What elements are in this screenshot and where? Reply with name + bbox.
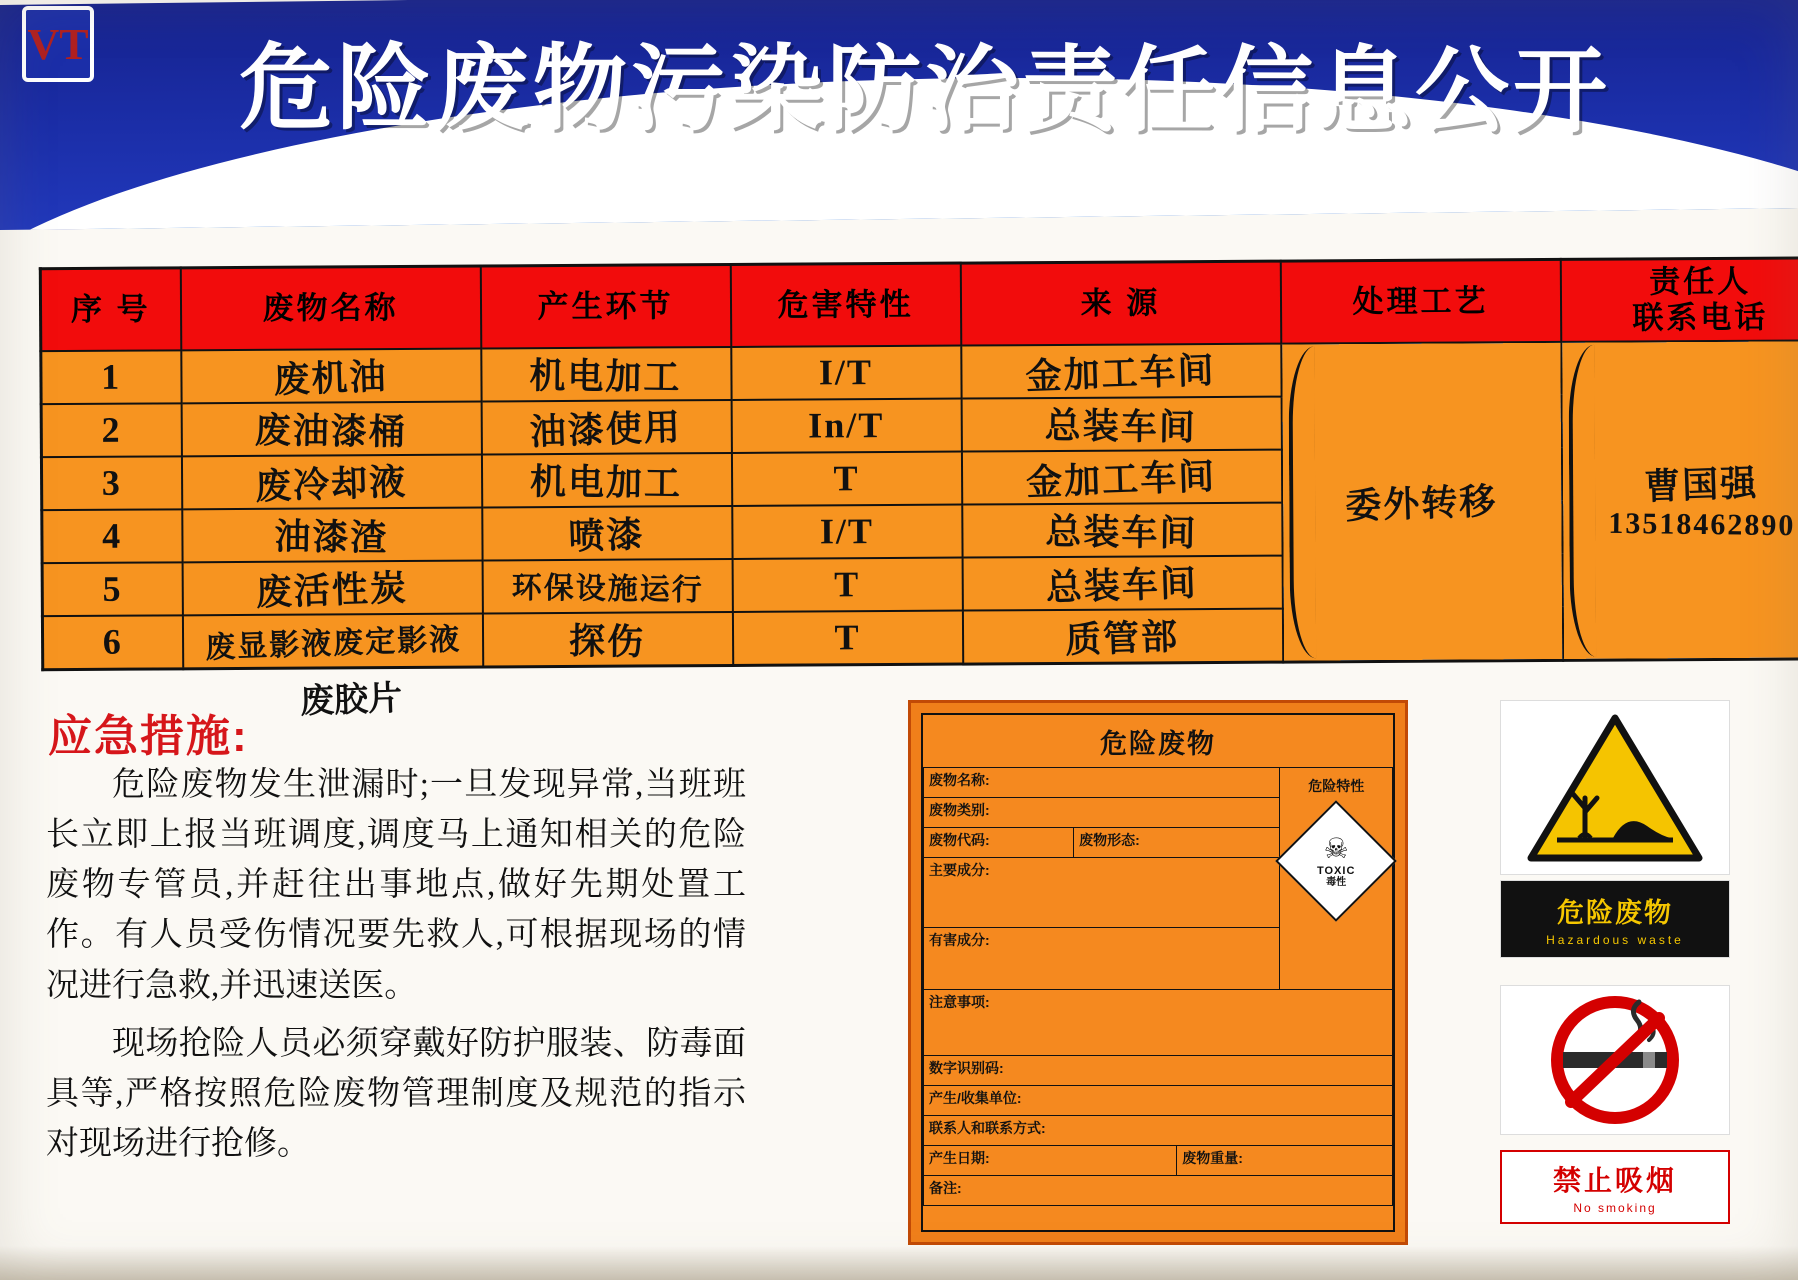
hazardous-waste-label-card	[908, 700, 1408, 1245]
cell-seq: 6	[42, 615, 182, 669]
label-field-waste-form: 废物形态:	[1074, 828, 1280, 858]
cell-hazard: T	[731, 451, 961, 505]
th-responsible	[1560, 258, 1798, 342]
cell-hazard: T	[732, 610, 962, 665]
cell-stage: 探伤	[482, 611, 732, 666]
th-stage: 产生环节	[480, 264, 730, 348]
waste-responsibility-table	[39, 256, 1798, 671]
cell-source: 总装车间	[962, 555, 1282, 610]
label-row	[924, 1056, 1393, 1086]
label-hazard-cell	[1280, 768, 1393, 990]
responsible-phone: 13518462890	[1607, 506, 1796, 543]
label-row	[924, 990, 1393, 1056]
cell-hazard: T	[732, 557, 962, 611]
label-field-digital-id: 数字识别码:	[924, 1056, 1393, 1086]
cell-source: 金加工车间	[961, 343, 1281, 398]
label-hazard-header: 危险特性	[1308, 778, 1365, 794]
th-name: 废物名称	[180, 266, 480, 350]
table-header-row	[40, 258, 1798, 351]
th-process: 处理工艺	[1280, 259, 1560, 343]
cell-seq: 5	[42, 562, 182, 616]
label-row	[924, 1086, 1393, 1116]
label-field-harmful-components: 有害成分:	[924, 928, 1280, 990]
cell-name: 废活性炭	[182, 560, 482, 615]
table-row	[41, 340, 1798, 404]
cell-stage: 机电加工	[481, 452, 731, 507]
label-row	[924, 768, 1393, 798]
cell-name: 废机油	[181, 348, 481, 403]
waste-table-wrap	[39, 257, 1796, 671]
label-row	[924, 1116, 1393, 1146]
cell-seq: 3	[41, 456, 181, 510]
toxic-label-en: TOXIC	[1316, 864, 1356, 877]
cell-name: 废显影液废定影液	[182, 613, 482, 668]
cell-hazard: I/T	[732, 504, 962, 558]
label-field-main-components: 主要成分:	[924, 858, 1280, 928]
no-smoking-text-en: No smoking	[1573, 1201, 1657, 1215]
handwritten-overflow-note: 废胶片	[299, 680, 403, 721]
cell-source: 金加工车间	[961, 449, 1281, 504]
emergency-measures-title: 应急措施:	[48, 712, 249, 761]
emergency-paragraph-2: 现场抢险人员必须穿戴好防护服装、防毒面具等,严格按照危险废物管理制度及规范的指示对现场进行抢修。	[46, 1025, 746, 1163]
label-row	[924, 1146, 1393, 1176]
environment-hazard-sign	[1500, 700, 1730, 875]
cell-seq: 2	[41, 403, 181, 457]
cell-source: 总装车间	[961, 396, 1281, 451]
no-smoking-sign	[1500, 985, 1730, 1135]
label-field-waste-category: 废物类别:	[924, 798, 1280, 828]
page-title: 危险废物污染防治责任信息公开	[238, 35, 1612, 144]
toxic-diamond-icon	[1275, 800, 1397, 922]
cell-stage: 环保设施运行	[482, 558, 732, 613]
no-smoking-icon	[1535, 990, 1695, 1130]
label-field-precautions: 注意事项:	[924, 990, 1393, 1056]
company-logo: VT	[22, 6, 94, 82]
cell-name: 废油漆桶	[181, 401, 481, 456]
label-field-waste-weight: 废物重量:	[1177, 1146, 1393, 1176]
label-field-remark: 备注:	[924, 1176, 1393, 1206]
emergency-paragraph-1: 危险废物发生泄漏时;一旦发现异常,当班班长立即上报当班调度,调度马上通知相关的危险废物专管员,并赶往出事地点,做好先期处置工作。有人员受伤情况要先救人,可根据现场的情况进行急救,并迅速送医。	[46, 767, 746, 1004]
cell-name: 油漆渣	[182, 507, 482, 562]
cell-seq: 4	[42, 509, 182, 563]
cell-stage: 机电加工	[481, 346, 731, 401]
cell-responsible-merged	[1561, 340, 1798, 660]
hazardous-waste-sign-cn: 危险废物	[1557, 898, 1673, 928]
responsible-name: 曹国强	[1643, 463, 1760, 507]
brace-left-icon	[1288, 346, 1316, 658]
th-responsible-line2: 联系电话	[1632, 299, 1769, 336]
th-responsible-line1: 责任人	[1649, 263, 1752, 300]
label-field-waste-name: 废物名称:	[924, 768, 1280, 798]
brace-left-icon-2	[1568, 344, 1596, 656]
cell-hazard: I/T	[731, 345, 961, 399]
cell-stage: 油漆使用	[481, 399, 731, 454]
hazardous-waste-sign	[1500, 880, 1730, 958]
cell-seq: 1	[41, 350, 181, 404]
cell-process-merged: 委外转移	[1281, 341, 1563, 661]
label-field-contact: 联系人和联系方式:	[924, 1116, 1393, 1146]
hazardous-waste-sign-en: Hazardous waste	[1546, 933, 1684, 947]
label-card-title: 危险废物	[1100, 729, 1216, 759]
no-smoking-text-sign	[1500, 1150, 1730, 1224]
label-field-produce-date: 产生日期:	[924, 1146, 1177, 1176]
label-row	[924, 1176, 1393, 1206]
label-fields-table	[923, 767, 1393, 1206]
th-source: 来 源	[960, 261, 1280, 345]
cell-source: 总装车间	[962, 502, 1282, 557]
th-seq: 序 号	[40, 268, 180, 351]
cell-stage: 喷漆	[482, 505, 732, 560]
th-hazard: 危害特性	[730, 263, 960, 346]
skull-crossbones-icon: ☠	[1323, 833, 1349, 865]
label-field-waste-code: 废物代码:	[924, 828, 1074, 858]
no-smoking-text-cn: 禁止吸烟	[1552, 1165, 1677, 1196]
cell-source: 质管部	[962, 608, 1282, 663]
cell-hazard: In/T	[731, 398, 961, 452]
label-field-producer-unit: 产生/收集单位:	[924, 1086, 1393, 1116]
cell-name: 废冷却液	[181, 454, 481, 509]
emergency-measures-body	[46, 760, 746, 1177]
page-bottom-edge	[0, 1246, 1798, 1280]
environment-hazard-warning-icon	[1527, 712, 1703, 864]
toxic-label-cn: 毒性	[1326, 876, 1347, 888]
